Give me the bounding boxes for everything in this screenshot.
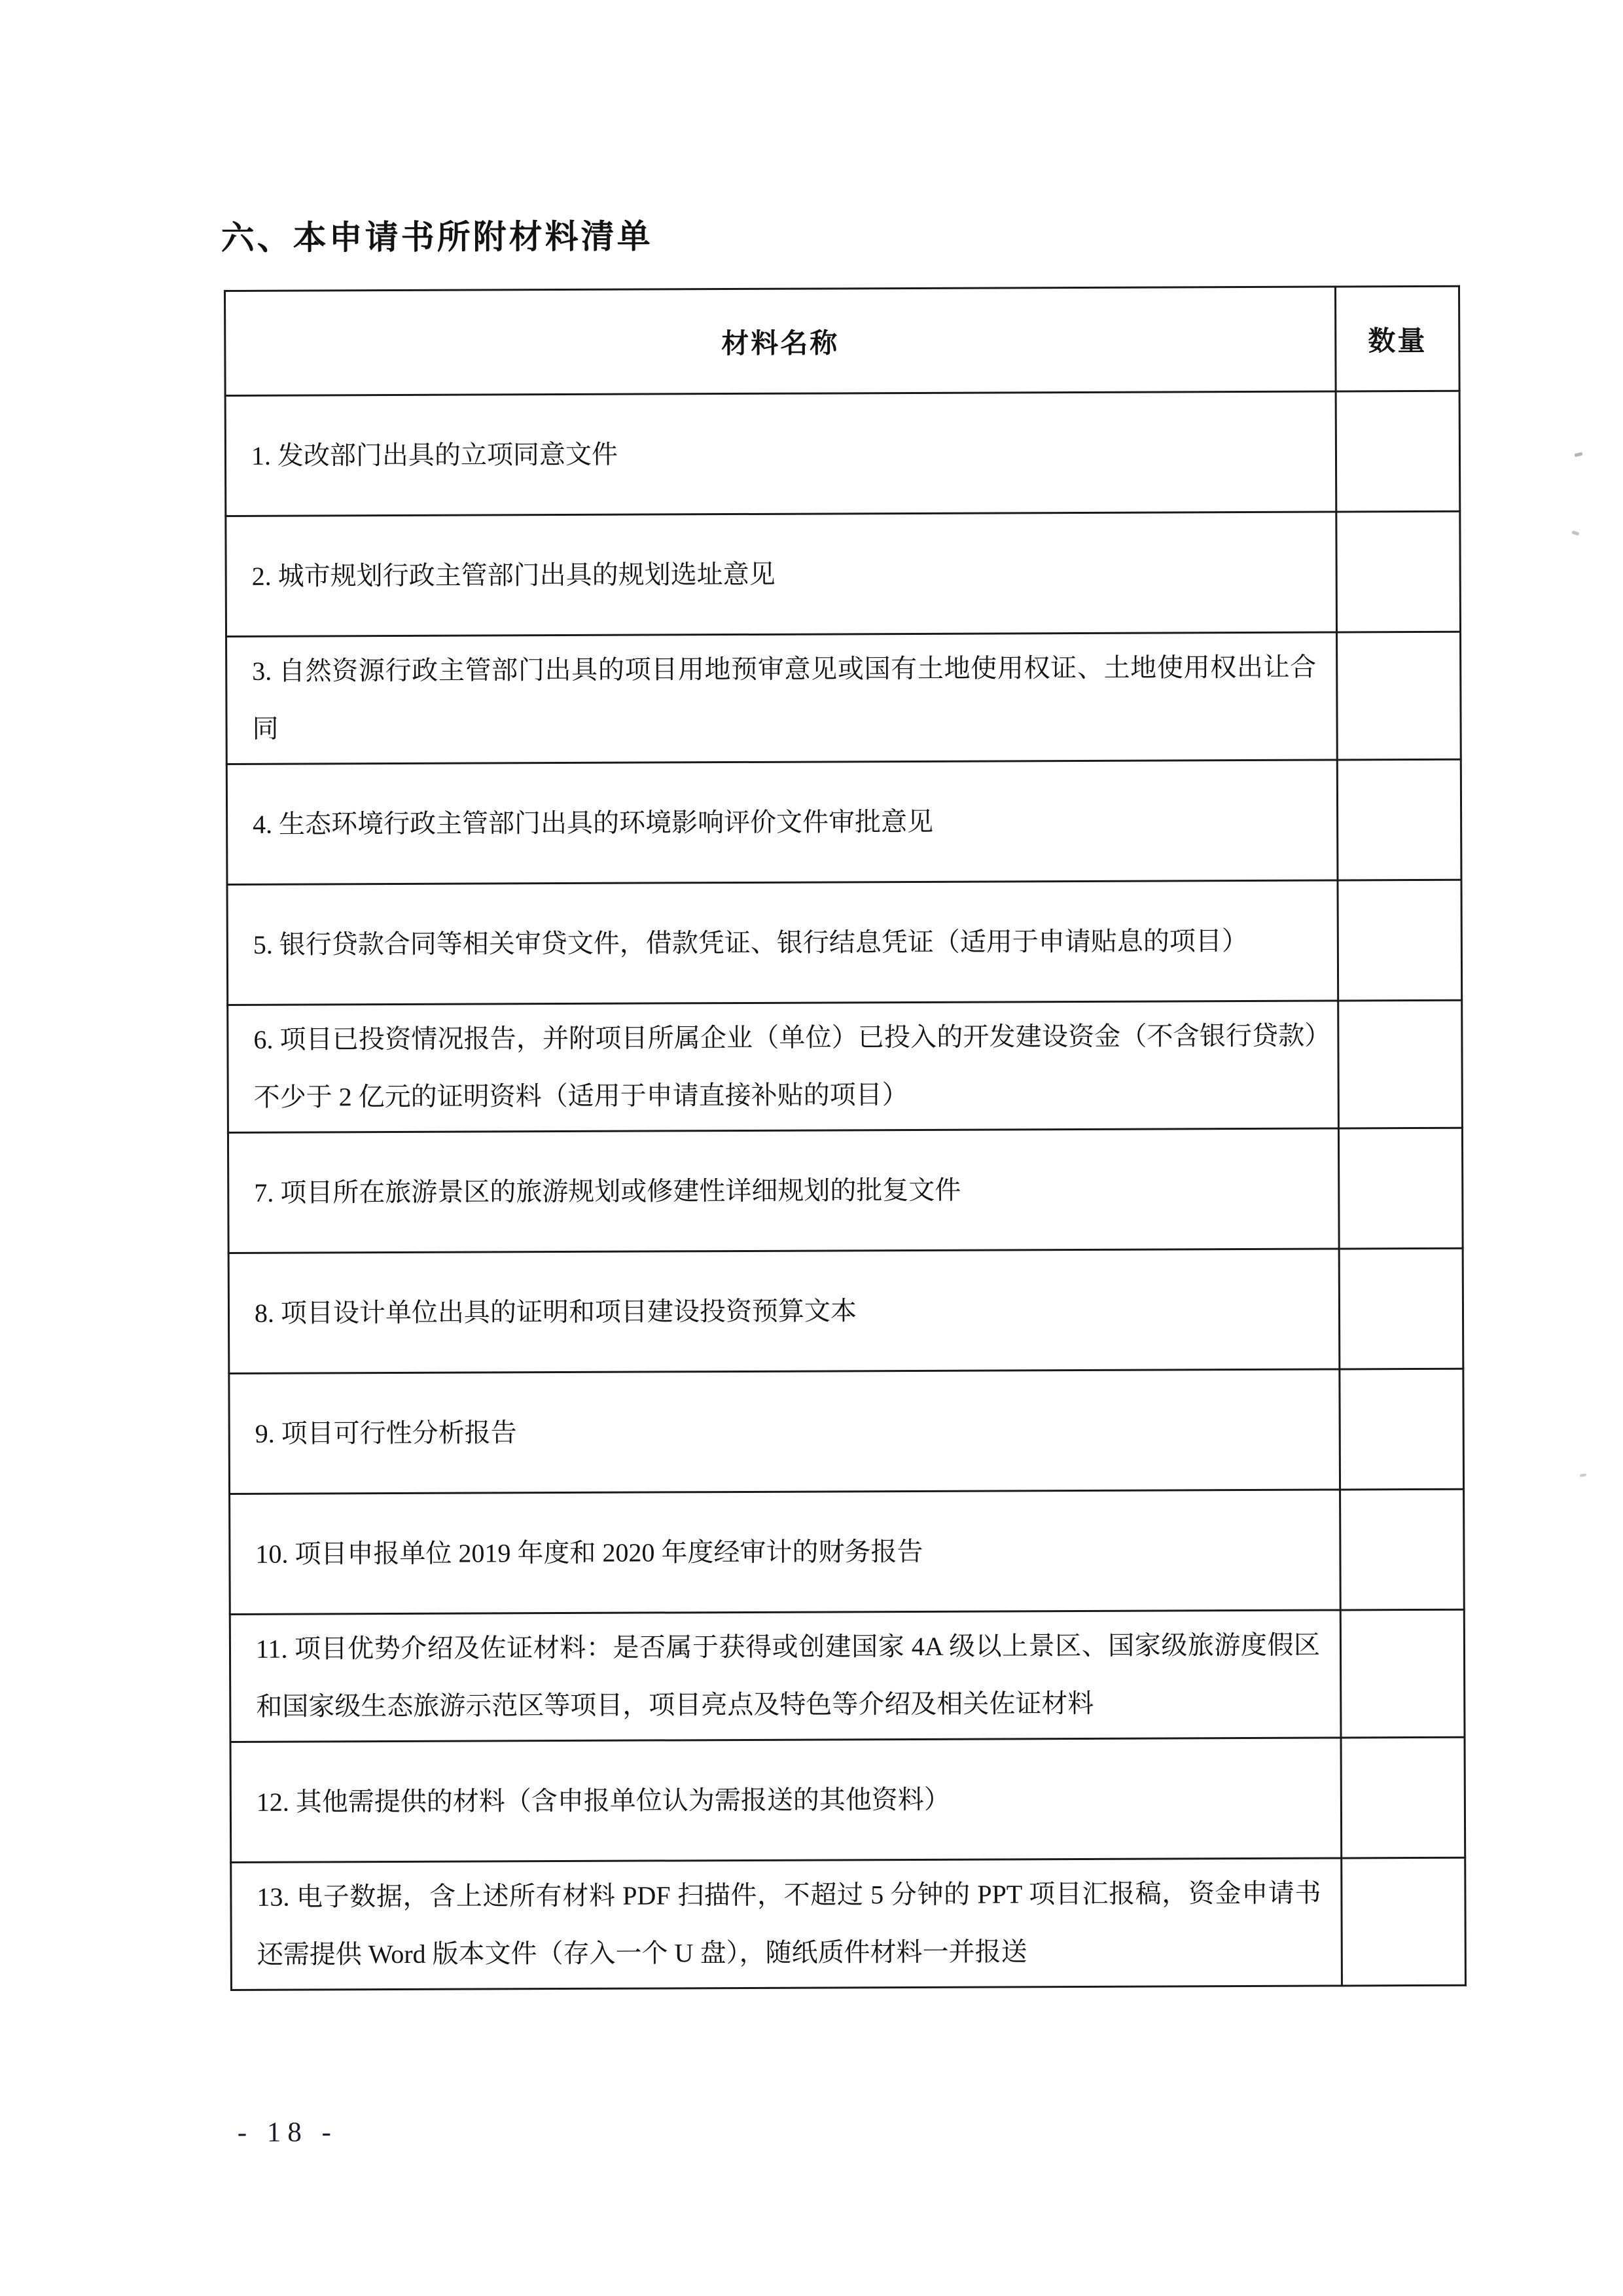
- quantity-cell: [1336, 391, 1460, 512]
- table-row: [227, 880, 1462, 1005]
- table-row: [228, 1128, 1463, 1253]
- material-name-cell: 13. 电子数据，含上述所有材料 PDF 扫描件，不超过 5 分钟的 PPT 项目汇报稿，资金申请书还需提供 Word 版本文件（存入一个 U 盘），随纸质件材料一并报送: [231, 1858, 1342, 1990]
- quantity-cell: [1340, 1369, 1464, 1490]
- quantity-header: 数量: [1335, 286, 1459, 391]
- quantity-cell: [1341, 1737, 1465, 1858]
- materials-table: [224, 285, 1467, 1991]
- quantity-cell: [1336, 511, 1461, 632]
- quantity-cell: [1340, 1609, 1465, 1738]
- quantity-cell: [1337, 759, 1461, 880]
- material-name-cell: 3. 自然资源行政主管部门出具的项目用地预审意见或国有土地使用权证、土地使用权出让合同: [226, 632, 1338, 764]
- material-name-cell: 6. 项目已投资情况报告，并附项目所属企业（单位）已投入的开发建设资金（不含银行贷款）不少于 2 亿元的证明资料（适用于申请直接补贴的项目）: [228, 1001, 1339, 1133]
- quantity-cell: [1338, 1128, 1463, 1249]
- table-row: [226, 759, 1461, 884]
- material-name-cell: 9. 项目可行性分析报告: [229, 1369, 1340, 1494]
- material-name-cell: 4. 生态环境行政主管部门出具的环境影响评价文件审批意见: [226, 760, 1338, 885]
- quantity-cell: [1342, 1857, 1466, 1986]
- material-name-cell: 7. 项目所在旅游景区的旅游规划或修建性详细规划的批复文件: [228, 1128, 1339, 1253]
- table-row: [228, 1248, 1463, 1373]
- quantity-cell: [1340, 1489, 1465, 1610]
- section-title: 六、本申请书所附材料清单: [221, 217, 653, 257]
- quantity-cell: [1339, 1248, 1463, 1369]
- material-name-header: 材料名称: [225, 287, 1336, 396]
- table-row: [225, 391, 1460, 516]
- page-number: - 18 -: [237, 2117, 338, 2148]
- table-row: [230, 1609, 1465, 1742]
- material-name-cell: 2. 城市规划行政主管部门出具的规划选址意见: [226, 512, 1337, 637]
- table-row: [230, 1737, 1465, 1862]
- material-name-cell: 1. 发改部门出具的立项同意文件: [225, 391, 1336, 516]
- material-name-cell: 8. 项目设计单位出具的证明和项目建设投资预算文本: [228, 1249, 1340, 1374]
- material-name-cell: 10. 项目申报单位 2019 年度和 2020 年度经审计的财务报告: [230, 1490, 1341, 1615]
- table-header-row: [225, 286, 1460, 395]
- table-row: [226, 632, 1461, 764]
- material-name-cell: 12. 其他需提供的材料（含申报单位认为需报送的其他资料）: [230, 1738, 1342, 1863]
- table-row: [228, 1000, 1463, 1132]
- quantity-cell: [1338, 1000, 1463, 1128]
- material-name-cell: 11. 项目优势介绍及佐证材料：是否属于获得或创建国家 4A 级以上景区、国家级旅游度假区和国家级生态旅游示范区等项目，项目亮点及特色等介绍及相关佐证材料: [230, 1610, 1341, 1742]
- quantity-cell: [1337, 632, 1461, 760]
- material-name-cell: 5. 银行贷款合同等相关审贷文件，借款凭证、银行结息凭证（适用于申请贴息的项目）: [227, 880, 1338, 1005]
- table-row: [230, 1489, 1465, 1614]
- quantity-cell: [1338, 880, 1462, 1001]
- table-row: [231, 1857, 1466, 1990]
- table-row: [229, 1369, 1464, 1494]
- table-row: [226, 511, 1461, 636]
